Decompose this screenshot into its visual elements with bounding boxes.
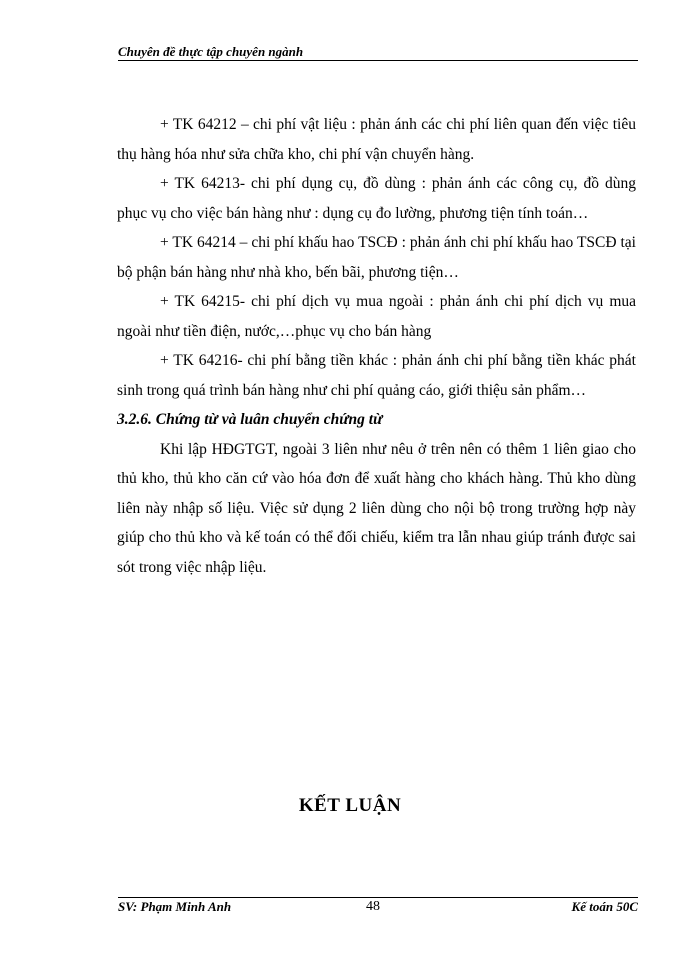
section-heading: 3.2.6. Chứng từ và luân chuyển chứng từ [117, 411, 383, 428]
page-footer [118, 899, 638, 917]
footer-page-number: 48 [366, 899, 380, 914]
paragraph-tk-64214: + TK 64214 – chi phí khấu hao TSCĐ : phản ánh chi phí khấu hao TSCĐ tại bộ phận bán hàng như nhà kho, bến bãi, phương tiện… [117, 234, 636, 281]
section-paragraph: Khi lập HĐGTGT, ngoài 3 liên như nêu ở trên nên có thêm 1 liên giao cho thủ kho, thủ kho căn cứ vào hóa đơn để xuất hàng cho khách hàng. Thủ kho dùng liên này nhập số liệu. Việc sử dụng 2 liên dùng cho nội bộ trong trường hợp này giúp cho thủ kho và kế toán có thể đối chiếu, kiểm tra lẫn nhau giúp tránh được sai sót trong việc nhập liệu. [117, 440, 636, 576]
paragraph-tk-64212: + TK 64212 – chi phí vật liệu : phản ánh các chi phí liên quan đến việc tiêu thụ hàng hóa như sửa chữa kho, chi phí vận chuyển hàng. [117, 116, 636, 163]
paragraph-tk-64215: + TK 64215- chi phí dịch vụ mua ngoài : phản ánh chi phí dịch vụ mua ngoài như tiền điện, nước,…phục vụ cho bán hàng [117, 293, 636, 340]
footer-class-name: Kế toán 50C [571, 899, 638, 914]
header-rule [118, 60, 638, 61]
paragraph-tk-64216: + TK 64216- chi phí bằng tiền khác : phản ánh chi phí bằng tiền khác phát sinh trong quá trình bán hàng như chi phí quảng cáo, giới thiệu sản phẩm… [117, 352, 636, 399]
page-header: Chuyên đề thực tập chuyên ngành [118, 44, 304, 59]
footer-author: SV: Phạm Minh Anh [118, 899, 232, 914]
conclusion-heading: KẾT LUẬN [298, 795, 402, 816]
document-body [117, 110, 636, 582]
paragraph-tk-64213: + TK 64213- chi phí dụng cụ, đồ dùng : phản ánh các công cụ, đồ dùng phục vụ cho việc bán hàng như : dụng cụ đo lường, phương tiện tính toán… [117, 175, 636, 222]
footer-rule [118, 897, 638, 898]
